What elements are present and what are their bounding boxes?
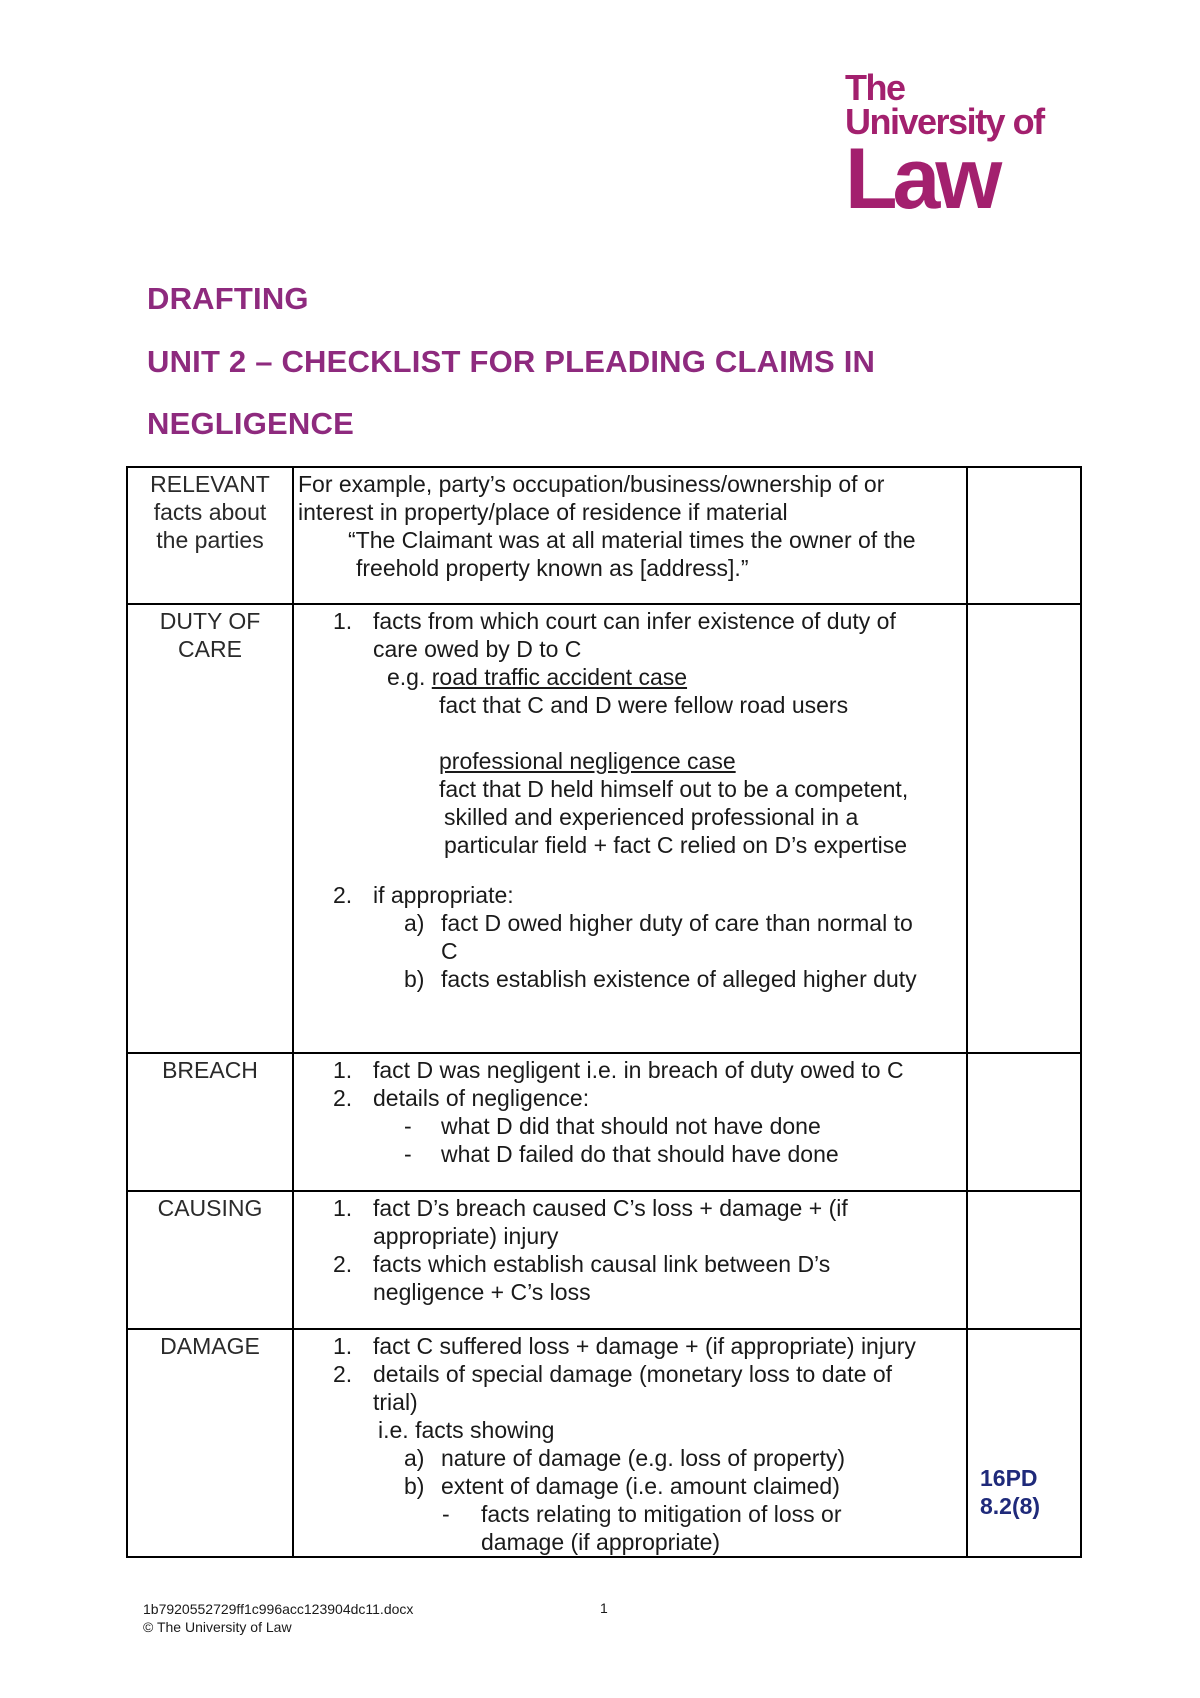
example-quote — [298, 526, 962, 582]
example-fact: particular field + fact C relied on D’s expertise — [444, 832, 907, 858]
text-line: negligence + C’s loss — [373, 1279, 591, 1305]
row-content-cell — [293, 467, 967, 604]
text-line: interest in property/place of residence if material — [298, 499, 788, 525]
row-reference-cell — [967, 1191, 1081, 1329]
row-label-cell — [127, 604, 293, 1053]
list-item — [298, 881, 962, 909]
row-label-line: facts about — [153, 499, 267, 525]
list-number: 1. — [333, 1333, 353, 1359]
reference-line: 16PD — [980, 1465, 1038, 1491]
list-number: 1. — [333, 1057, 353, 1083]
text-line: fact D’s breach caused C’s loss + damage + (if — [373, 1195, 848, 1221]
sub-list-text: nature of damage (e.g. loss of property) — [441, 1445, 845, 1471]
row-content-cell — [293, 1329, 967, 1557]
dash-text — [481, 1500, 962, 1556]
row-label-cell — [127, 1329, 293, 1557]
row-label-line: CARE — [178, 636, 242, 662]
text-line: C — [441, 938, 458, 964]
text-line: facts which establish causal link between D’s — [373, 1251, 831, 1277]
footer-copyright: © The University of Law — [143, 1619, 292, 1635]
row-label-cell — [127, 1191, 293, 1329]
text-line: trial) — [373, 1389, 418, 1415]
dash-text: what D failed do that should have done — [441, 1141, 839, 1167]
sub-list-item — [298, 965, 962, 993]
sub-list-item — [298, 1444, 962, 1472]
document-subtitle-line1: UNIT 2 – CHECKLIST FOR PLEADING CLAIMS IN — [147, 344, 876, 379]
sub-list-label: a) — [404, 910, 425, 936]
ie-line: i.e. facts showing — [378, 1417, 555, 1443]
text-line: details of special damage (monetary loss to date of — [373, 1361, 893, 1387]
example-case-road-traffic: road traffic accident case — [431, 664, 688, 690]
row-causing — [127, 1191, 1081, 1329]
sub-list-item — [298, 1472, 962, 1500]
row-label-line: the parties — [156, 527, 264, 553]
text-line: appropriate) injury — [373, 1223, 559, 1249]
page-footer — [143, 1600, 413, 1636]
row-label-line: RELEVANT — [150, 471, 270, 497]
example-prefix: e.g. — [387, 664, 432, 690]
sub-list-text — [441, 909, 962, 965]
sub-list-item — [298, 909, 962, 965]
logo-line-law: Law — [845, 131, 998, 227]
list-item — [298, 607, 962, 663]
list-text: details of negligence: — [373, 1085, 590, 1111]
list-number: 2. — [333, 882, 353, 908]
text-line: fact D owed higher duty of care than normal to — [441, 910, 913, 936]
row-label-line: DUTY OF — [159, 608, 261, 634]
list-item — [298, 1360, 962, 1416]
sub-list-text: extent of damage (i.e. amount claimed) — [441, 1473, 840, 1499]
list-text: if appropriate: — [373, 882, 514, 908]
sub-list-text: facts establish existence of alleged higher duty — [441, 966, 917, 992]
row-reference-cell — [967, 1053, 1081, 1191]
row-relevant-facts — [127, 467, 1081, 604]
row-content-cell — [293, 1191, 967, 1329]
row-reference-cell — [967, 467, 1081, 604]
example-fact: fact that D held himself out to be a competent, — [439, 776, 909, 802]
logo-line-university-of: University of — [845, 101, 1044, 142]
row-reference-cell — [967, 1329, 1081, 1557]
list-item — [298, 1250, 962, 1306]
dash-marker: - — [404, 1141, 412, 1167]
row-label-line: BREACH — [162, 1057, 258, 1083]
text-line: facts relating to mitigation of loss or — [481, 1501, 842, 1527]
example-fact: skilled and experienced professional in a — [444, 804, 859, 830]
list-number: 2. — [333, 1251, 353, 1277]
example-fact: fact that C and D were fellow road users — [439, 692, 849, 718]
example-heading — [298, 663, 962, 691]
text-line: care owed by D to C — [373, 636, 582, 662]
cpr-reference — [980, 1464, 1040, 1520]
document-title: DRAFTING — [147, 281, 309, 316]
sub-list-label: b) — [404, 1473, 425, 1499]
text-line: facts from which court can infer existence of duty of — [373, 608, 896, 634]
dash-text: what D did that should not have done — [441, 1113, 821, 1139]
reference-line: 8.2(8) — [980, 1493, 1041, 1519]
row-label-cell — [127, 1053, 293, 1191]
example-case-professional-negligence: professional negligence case — [439, 748, 736, 774]
row-duty-of-care — [127, 604, 1081, 1053]
list-text — [373, 1360, 962, 1416]
row-reference-cell — [967, 604, 1081, 1053]
dash-marker: - — [442, 1501, 450, 1527]
row-breach — [127, 1053, 1081, 1191]
university-logo — [845, 67, 1044, 227]
list-text — [373, 607, 962, 663]
list-item — [298, 1194, 962, 1250]
text-line: damage (if appropriate) — [481, 1529, 721, 1555]
row-label-line: DAMAGE — [160, 1333, 260, 1359]
row-damage — [127, 1329, 1081, 1557]
spacer — [298, 859, 962, 881]
list-text — [373, 1194, 962, 1250]
list-item — [298, 1056, 962, 1084]
spacer — [298, 719, 962, 747]
quote-line: “The Claimant was at all material times the owner of the — [348, 527, 916, 553]
row-label-line: CAUSING — [157, 1195, 263, 1221]
list-item — [298, 1332, 962, 1360]
list-number: 2. — [333, 1085, 353, 1111]
sub-list-label: a) — [404, 1445, 425, 1471]
sub-list-label: b) — [404, 966, 425, 992]
dash-item — [298, 1140, 962, 1168]
list-number: 1. — [333, 1195, 353, 1221]
logo-line-the: The — [845, 67, 905, 108]
quote-line: freehold property known as [address].” — [356, 555, 749, 581]
dash-item — [298, 1112, 962, 1140]
list-text: fact D was negligent i.e. in breach of duty owed to C — [373, 1057, 904, 1083]
text-line: For example, party’s occupation/business/ownership of or — [298, 471, 885, 497]
list-number: 2. — [333, 1361, 353, 1387]
list-text: fact C suffered loss + damage + (if appropriate) injury — [373, 1333, 916, 1359]
row-label-cell — [127, 467, 293, 604]
footer-filename: 1b7920552729ff1c996acc123904dc11.docx — [143, 1601, 414, 1617]
dash-item — [298, 1500, 962, 1556]
row-content-cell — [293, 1053, 967, 1191]
list-item — [298, 1084, 962, 1112]
list-text — [373, 1250, 962, 1306]
list-number: 1. — [333, 608, 353, 634]
row-content-cell — [293, 604, 967, 1053]
checklist-table — [126, 466, 1082, 1558]
page-number: 1 — [600, 1600, 608, 1616]
document-subtitle-line2: NEGLIGENCE — [147, 406, 354, 441]
dash-marker: - — [404, 1113, 412, 1139]
